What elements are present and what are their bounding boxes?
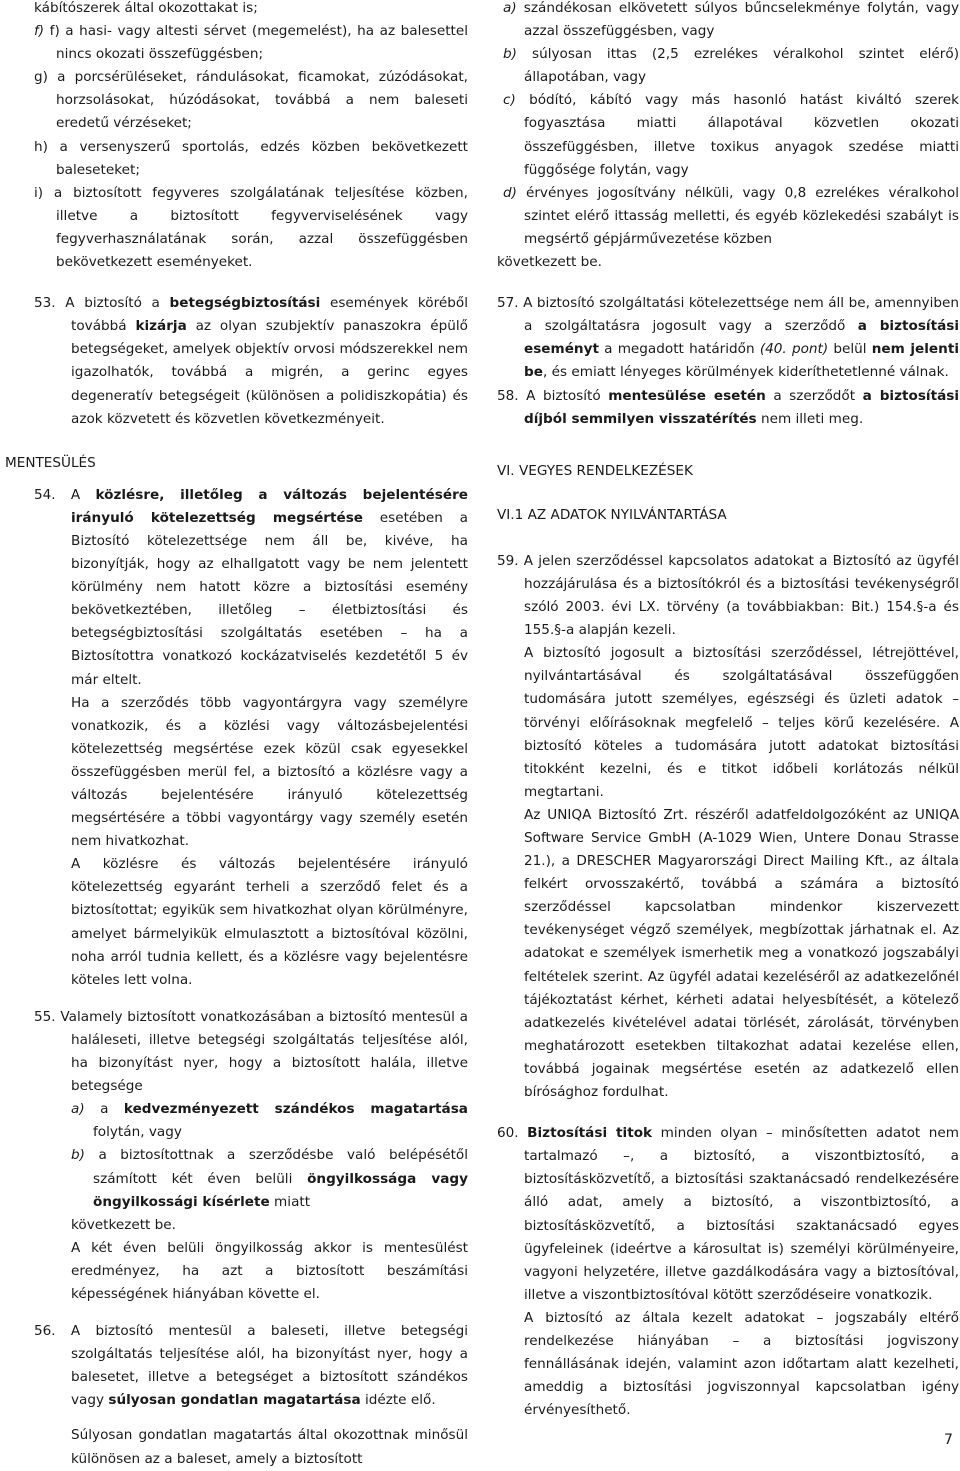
section-58-text-1: A biztosító [526, 387, 609, 404]
section-54-text-1: A [70, 486, 96, 503]
section-57 [497, 292, 959, 384]
section-58 [497, 385, 959, 431]
section-59 [497, 550, 959, 642]
section-57-bold-1: a biztosítási eseményt [524, 318, 960, 358]
section-59-para-2: A biztosító jogosult a biztosítási szerződéssel, létrejöttével, nyilvántartásával és szolgáltatásával összefüggően tudomására jutott személyes, egészségi és üzleti adatok – törvényi előírásoknak megfelelő – teljes körű kezelésére. A biztosító köteles a tudomására jutott adatokat biztosítási titokként kezelni, és e titkot időbeli korlátozás nélkül megtartani. [524, 645, 959, 800]
section-55-item-a [34, 1098, 468, 1144]
aggravating-item-d-label: d) [503, 184, 517, 201]
section-60-text-1: minden olyan – minősítetten adatot nem tartalmazó –, a biztosító, a viszontbiztosító, a biztosításközvetítő, a biztosítási szaktanácsadó rendelkezésére álló adat, amely a biztosító, a viszontbiztosító, a biztosításközvetítő, a biztosítási szaktanácsadó egyes ügyfeleinek (ideértve a károsultat is) személyi körülményeire, vagyoni helyzetére, illetve gazdálkodására vagy a biztosítóval, illetve a viszontbiztosítóval kötött szerződéseire vonatkozik. [524, 1125, 959, 1303]
section-55-item-a-text-1: a [84, 1101, 124, 1118]
section-55-item-b [34, 1144, 468, 1213]
exclusion-item-f-text: f) a hasi- vagy altesti sérvet (megemelést), ha az balesettel nincs okozati összefüggésben; [49, 23, 468, 63]
section-55-item-a-bold: kedvezményezett szándékos magatartása [123, 1101, 468, 1118]
heading-misc-provisions: VI. VEGYES RENDELKEZÉSEK [497, 462, 693, 479]
exclusion-item-h-text: h) a versenyszerű sportolás, edzés közben bekövetkezett baleseteket; [34, 138, 468, 178]
section-60 [497, 1122, 959, 1307]
section-55-item-a-text-2: folytán, vagy [93, 1124, 182, 1141]
section-60-number: 60. [497, 1125, 519, 1142]
aggravating-item-c-text: bódító, kábító vagy más hasonló hatást kiváltó szerek fogyasztása miatti állapotával közvetlen okozati összefüggésben, illetve toxikus anyagok szedése miatti függősége folytán, vagy [515, 92, 959, 178]
section-56-bold-1: súlyosan gondatlan magatartása [108, 1392, 361, 1409]
section-58-text-3: nem illeti meg. [756, 410, 864, 427]
aggravating-item-b-label: b) [503, 46, 517, 63]
section-56-text-2: idézte elő. [360, 1392, 436, 1409]
section-57-text-4: , és emiatt lényeges körülmények kideríthetetlenné válnak. [542, 364, 949, 381]
section-55-outro: következett be. [71, 1216, 176, 1233]
aggravating-item-b [497, 43, 959, 89]
section-58-text-2: a szerződőt [765, 387, 863, 404]
right-column [497, 0, 959, 1422]
section-58-bold-1: mentesülése esetén [608, 387, 766, 404]
page-number: 7 [944, 1432, 953, 1448]
section-57-bold-2: nem jelenti be [524, 341, 959, 381]
aggravating-item-a [497, 0, 959, 43]
section-53-text-1: A biztosító a [65, 295, 170, 312]
exclusion-item-h [34, 136, 468, 182]
section-58-number: 58. [497, 387, 519, 404]
aggravating-item-c-label: c) [503, 92, 516, 109]
section-55-item-b-text-1: a biztosítottnak a szerződésbe való belépésétől számított két éven belüli [84, 1147, 468, 1187]
section-57-text-2: a megadott határidőn [598, 341, 760, 358]
exclusion-item-i [34, 182, 468, 274]
left-column [5, 0, 468, 1471]
exclusion-item-g [34, 66, 468, 135]
section-53 [34, 292, 468, 431]
section-55-number: 55. [34, 1008, 56, 1025]
exclusion-item-i-text: i) a biztosított fegyveres szolgálatának teljesítése közben, illetve a biztosított fegyverviselésének vagy fegyverhasználatának során, azzal összefüggésben bekövetkezett eseményeket. [34, 184, 468, 271]
aggravating-item-c [497, 89, 959, 181]
section-57-italic-ref: (40. pont) [759, 341, 829, 358]
section-55 [34, 1006, 468, 1098]
exclusion-item-g-text: g) a porcsérüléseket, rándulásokat, ficamokat, zúzódásokat, horzsolásokat, húzódásokat, továbbá a nem baleseti eredetű vérzéseket; [34, 69, 468, 132]
aggravating-item-a-label: a) [503, 0, 517, 16]
aggravating-item-a-text: szándékosan elkövetett súlyos bűncselekménye folytán, vagy azzal összefüggésben, vagy [516, 0, 959, 40]
section-55-item-a-label: a) [71, 1101, 85, 1118]
section-53-bold-1: betegségbiztosítási [169, 295, 321, 312]
section-58-bold-2: a biztosítási díjból semmilyen visszatérítés [524, 387, 960, 427]
exclusion-item-f: f) f) a hasi- vagy altesti sérvet (megemelést), ha az balesettel nincs okozati összefüggésben; [34, 23, 468, 63]
heading-exemption: MENTESÜLÉS [5, 454, 96, 471]
section-60-bold-1: Biztosítási titok [527, 1125, 653, 1142]
aggravating-item-b-text: súlyosan ittas (2,5 ezrelékes véralkohol szintet elérő) állapotában, vagy [516, 46, 959, 86]
section-56 [34, 1320, 468, 1412]
section-57-number: 57. [497, 295, 519, 312]
section-54-number: 54. [34, 486, 56, 503]
section-56-number: 56. [34, 1323, 56, 1340]
section-59-number: 59. [497, 552, 519, 569]
section-60-para-2: A biztosító az általa kezelt adatokat – jogszabály eltérő rendelkezése hiányában – a biztosítási jogviszony fennállásának idején, valamint azon időtartam alatt kezelheti, ameddig a biztosítási jogviszonnyal kapcsolatban igény érvényesíthető. [524, 1309, 959, 1419]
aggravating-item-d [497, 182, 959, 251]
section-54-bold-1: közlésre, illetőleg a változás bejelentésére irányuló kötelezettség megsértése [71, 486, 468, 526]
aggravating-item-d-text: érvényes jogosítvány nélküli, vagy 0,8 ezrelékes véralkohol szintet elérő ittasság melletti, és egyéb közlekedési szabályt is megsértő gépjárművezetése közben [516, 184, 959, 247]
section-56-para-2: Súlyosan gondatlan magatartás által okozottnak minősül különösen az a baleset, amely a biztosított [71, 1427, 468, 1467]
section-53-text-2: események köréből továbbá [71, 295, 468, 335]
section-57-text-3: belül [828, 341, 872, 358]
section-53-number: 53. [34, 295, 56, 312]
section-57-text-1: A biztosító szolgáltatási kötelezettsége nem áll be, amennyiben a szolgáltatásra jogosult vagy a szerződő [523, 295, 959, 335]
heading-data-records: VI.1 AZ ADATOK NYILVÁNTARTÁSA [497, 506, 727, 523]
section-55-item-b-label: b) [71, 1147, 85, 1164]
section-56-text-1: A biztosító mentesül a baleseti, illetve betegségi szolgáltatás teljesítése alól, ha bizonyítást nyer, hogy a balesetet, illetve a betegséget a biztosított szándékos vagy [70, 1323, 468, 1409]
section-59-para-3: Az UNIQA Biztosító Zrt. részéről adatfeldolgozóként az UNIQA Software Service GmbH (A-1029 Wien, Untere Donau Strasse 21.), a DRESCHER Magyarországi Direct Mailing Kft., az általa felkért orvosszakértő, továbbá a számára a biztosító szerződéssel kapcsolatban mindenkor kiszervezett tevékenységet végző személyek, megbízottak járhatnak el. Az adatokat e személyek ismerhetik meg a vonatkozó jogszabályi feltételek szerint. Az ügyfél adatai kezeléséről az adatkezelőnél tájékoztatást kérhet, kérheti adatai helyesbítését, a kötelező adatkezelés kivételével adatai törlését, zárolását, törvényben meghatározott esetekben tiltakozhat adatai kezelése ellen, továbbá jogainak megsértése esetén az adatkezelő ellen bírósághoz fordulhat. [524, 806, 959, 1101]
section-53-text-3: az olyan szubjektív panaszokra épülő betegségeket, amelyek objektív orvosi módszerekkel nem igazolhatók, továbbá a migrén, a gerinc egyes degeneratív betegségeit (különösen a polidiszkopátia) és azok közvetett és közvetlen következményeit. [71, 318, 468, 427]
section-54-text-2: esetében a Biztosító kötelezettsége nem áll be, kivéve, ha bizonyítják, hogy az elhallgatott vagy be nem jelentett körülmény nem hatott közre a biztosítási esemény bekövetkeztében, illetőleg – életbiztosítási és betegségbiztosítási szolgáltatás esetében – ha a Biztosítottra vonatkozó kockázatviselés kezdetétől 5 év már eltelt. [71, 509, 468, 688]
left-intro-line: kábítószerek által okozottakat is; [34, 0, 258, 16]
section-59-intro: A jelen szerződéssel kapcsolatos adatokat a Biztosító az ügyfél hozzájárulása és a biztosítókról és a biztosítási tevékenységről szóló 2003. évi LX. törvény (a továbbiakban: Bit.) 154.§-a és 155.§-a alapján kezeli. [523, 552, 959, 639]
section-55-intro: Valamely biztosított vonatkozásában a biztosító mentesül a haláleseti, illetve betegségi szolgáltatás teljesítése alól, ha bizonyítást nyer, hogy a biztosított halála, illetve betegsége [60, 1008, 468, 1095]
section-54-para-2: Ha a szerződés több vagyontárgyra vagy személyre vonatkozik, és a közlési vagy változásbejelentési kötelezettség megsértése ezek közül csak egyesekkel összefüggésben merül fel, a biztosító a közlésre vagy a változás bejelentésére irányuló kötelezettség megsértésére a többi vagyontárgy vagy személy esetén nem hivatkozhat. [71, 694, 468, 850]
aggravating-list-outro: következett be. [497, 254, 602, 271]
section-54 [34, 484, 468, 692]
section-53-bold-2: kizárja [135, 318, 187, 335]
section-55-item-b-bold: öngyilkossága vagy öngyilkossági kísérlete [93, 1170, 468, 1210]
section-54-para-3: A közlésre és változás bejelentésére irányuló kötelezettség egyaránt terheli a szerződő felet és a biztosítottat; egyikük sem hivatkozhat olyan körülményre, amelyet bármelyikük elmulasztott a biztosítóval közölni, noha arról tudnia kellett, és a közlésre vagy bejelentésre köteles lett volna. [71, 856, 468, 988]
section-55-para-2: A két éven belüli öngyilkosság akkor is mentesülést eredményez, ha azt a biztosított beszámítási képességének hiányában követte el. [71, 1239, 468, 1302]
section-55-item-b-text-2: miatt [269, 1193, 311, 1210]
